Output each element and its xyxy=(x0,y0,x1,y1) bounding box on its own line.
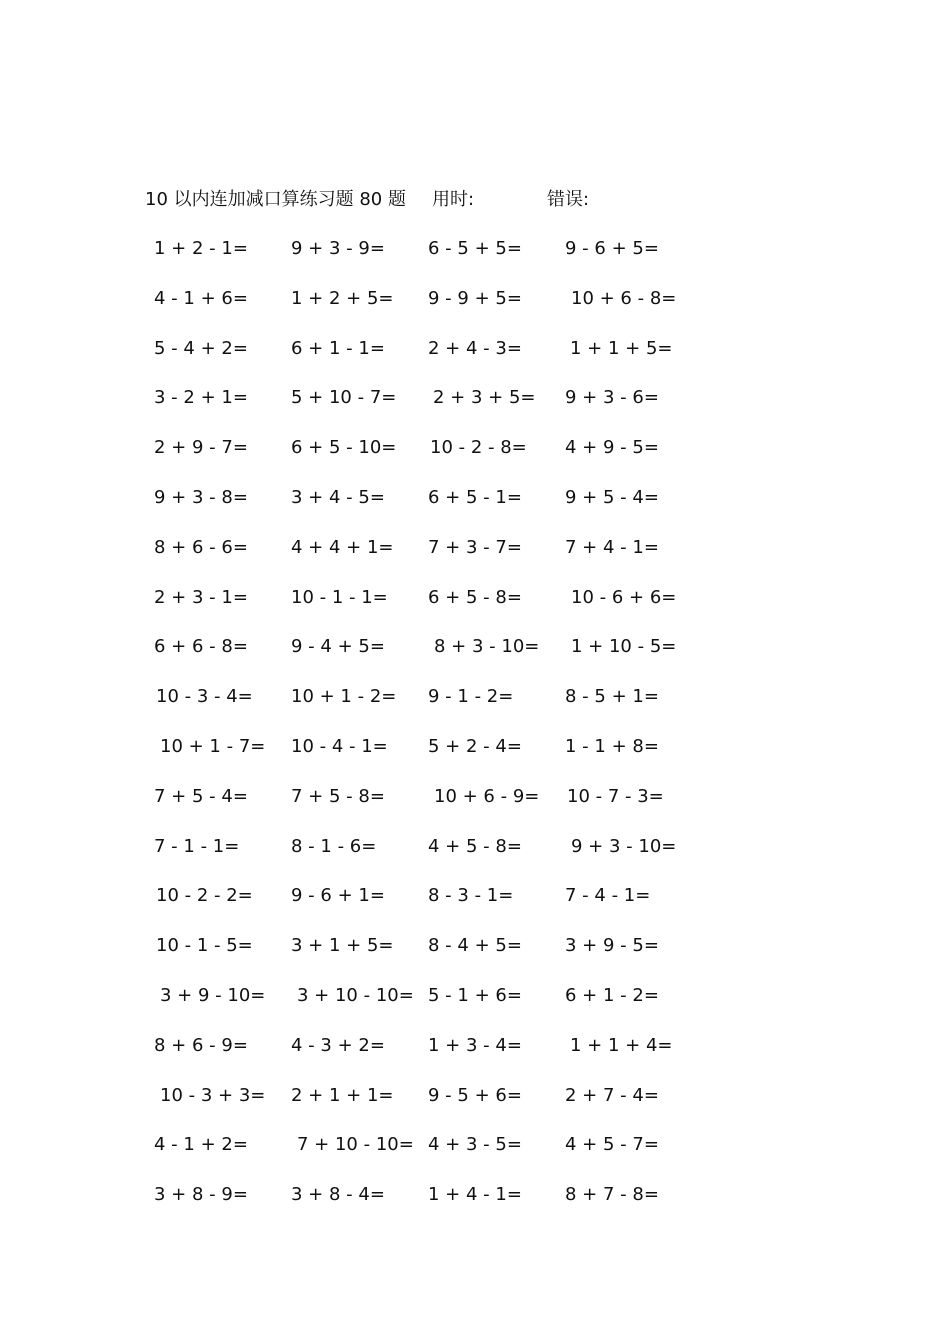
math-problem: 9 - 9 + 5= xyxy=(428,287,522,309)
math-problem: 10 - 1 - 1= xyxy=(291,586,388,608)
math-problem: 8 - 1 - 6= xyxy=(291,835,377,857)
problem-row xyxy=(0,232,950,282)
math-problem: 8 - 4 + 5= xyxy=(428,935,522,957)
math-problem: 1 + 10 - 5= xyxy=(571,636,677,658)
math-problem: 10 + 6 - 8= xyxy=(571,287,677,309)
math-problem: 10 + 1 - 2= xyxy=(291,686,397,708)
math-problem: 10 - 1 - 5= xyxy=(156,935,253,957)
problem-row xyxy=(0,879,950,929)
problem-row xyxy=(0,1128,950,1178)
math-problem: 10 + 6 - 9= xyxy=(434,785,540,807)
math-problem: 7 + 5 - 4= xyxy=(154,785,248,807)
math-problem: 2 + 1 + 1= xyxy=(291,1084,394,1106)
math-problem: 6 - 5 + 5= xyxy=(428,238,522,259)
math-problem: 4 - 1 + 6= xyxy=(154,287,248,309)
math-problem: 2 + 3 + 5= xyxy=(433,387,536,409)
math-problem: 9 + 3 - 10= xyxy=(571,835,677,857)
problem-row xyxy=(0,531,950,581)
math-problem: 4 - 1 + 2= xyxy=(154,1134,248,1156)
math-problem: 9 - 1 - 2= xyxy=(428,686,514,708)
math-problem: 8 + 7 - 8= xyxy=(565,1184,659,1206)
math-problem: 3 + 8 - 4= xyxy=(291,1184,385,1206)
math-problem: 7 + 4 - 1= xyxy=(565,536,659,558)
math-problem: 9 + 3 - 8= xyxy=(154,486,248,508)
math-problem: 1 + 2 - 1= xyxy=(154,238,248,259)
math-problem: 9 + 5 - 4= xyxy=(565,486,659,508)
math-problem: 10 - 3 + 3= xyxy=(160,1084,266,1106)
math-problem: 5 - 4 + 2= xyxy=(154,337,248,359)
math-problem: 9 + 3 - 9= xyxy=(291,238,385,259)
math-problem: 8 - 3 - 1= xyxy=(428,885,514,907)
math-problem: 5 + 2 - 4= xyxy=(428,735,522,757)
math-problem: 3 + 8 - 9= xyxy=(154,1184,248,1206)
problem-grid xyxy=(0,232,950,1228)
worksheet-title: 10 以内连加减口算练习题 80 题 xyxy=(145,189,406,210)
math-problem: 10 - 2 - 8= xyxy=(430,437,527,459)
problem-row xyxy=(0,830,950,880)
math-problem: 10 - 7 - 3= xyxy=(567,785,664,807)
math-problem: 6 + 5 - 10= xyxy=(291,437,397,459)
problem-row xyxy=(0,481,950,531)
math-problem: 3 + 9 - 10= xyxy=(160,984,266,1006)
problem-row xyxy=(0,581,950,631)
math-problem: 2 + 4 - 3= xyxy=(428,337,522,359)
worksheet-header xyxy=(0,186,950,214)
math-problem: 9 + 3 - 6= xyxy=(565,387,659,409)
math-problem: 4 + 9 - 5= xyxy=(565,437,659,459)
math-problem: 1 + 2 + 5= xyxy=(291,287,394,309)
problem-row xyxy=(0,680,950,730)
math-problem: 6 + 5 - 8= xyxy=(428,586,522,608)
math-problem: 3 + 1 + 5= xyxy=(291,935,394,957)
math-problem: 4 - 3 + 2= xyxy=(291,1034,385,1056)
problem-row xyxy=(0,780,950,830)
math-problem: 1 - 1 + 8= xyxy=(565,735,659,757)
problem-row xyxy=(0,929,950,979)
math-problem: 4 + 3 - 5= xyxy=(428,1134,522,1156)
math-problem: 10 - 4 - 1= xyxy=(291,735,388,757)
math-problem: 7 + 3 - 7= xyxy=(428,536,522,558)
problem-row xyxy=(0,1079,950,1129)
problem-row xyxy=(0,431,950,481)
math-problem: 10 - 2 - 2= xyxy=(156,885,253,907)
math-problem: 1 + 1 + 5= xyxy=(570,337,673,359)
problem-row xyxy=(0,332,950,382)
math-problem: 8 + 3 - 10= xyxy=(434,636,540,658)
problem-row xyxy=(0,1029,950,1079)
math-problem: 8 - 5 + 1= xyxy=(565,686,659,708)
math-problem: 3 + 10 - 10= xyxy=(297,984,414,1006)
math-problem: 7 - 4 - 1= xyxy=(565,885,651,907)
math-problem: 8 + 6 - 6= xyxy=(154,536,248,558)
problem-row xyxy=(0,630,950,680)
error-count-label: 错误: xyxy=(547,189,590,210)
problem-row xyxy=(0,381,950,431)
problem-row xyxy=(0,282,950,332)
math-problem: 5 + 10 - 7= xyxy=(291,387,397,409)
math-problem: 9 - 6 + 1= xyxy=(291,885,385,907)
math-problem: 9 - 6 + 5= xyxy=(565,238,659,259)
math-problem: 10 + 1 - 7= xyxy=(160,735,266,757)
math-problem: 1 + 4 - 1= xyxy=(428,1184,522,1206)
math-problem: 6 + 1 - 1= xyxy=(291,337,385,359)
math-problem: 2 + 9 - 7= xyxy=(154,437,248,459)
math-problem: 10 - 6 + 6= xyxy=(571,586,677,608)
math-problem: 2 + 3 - 1= xyxy=(154,586,248,608)
math-problem: 7 - 1 - 1= xyxy=(154,835,240,857)
math-problem: 4 + 5 - 8= xyxy=(428,835,522,857)
time-used-label: 用时: xyxy=(432,189,475,210)
math-problem: 6 + 5 - 1= xyxy=(428,486,522,508)
math-problem: 7 + 10 - 10= xyxy=(297,1134,414,1156)
math-problem: 6 + 1 - 2= xyxy=(565,984,659,1006)
problem-row xyxy=(0,730,950,780)
math-problem: 3 + 9 - 5= xyxy=(565,935,659,957)
math-problem: 5 - 1 + 6= xyxy=(428,984,522,1006)
math-problem: 4 + 4 + 1= xyxy=(291,536,394,558)
math-problem: 8 + 6 - 9= xyxy=(154,1034,248,1056)
math-problem: 9 - 5 + 6= xyxy=(428,1084,522,1106)
math-problem: 2 + 7 - 4= xyxy=(565,1084,659,1106)
math-problem: 6 + 6 - 8= xyxy=(154,636,248,658)
problem-row xyxy=(0,1178,950,1228)
math-problem: 1 + 3 - 4= xyxy=(428,1034,522,1056)
math-problem: 10 - 3 - 4= xyxy=(156,686,253,708)
math-problem: 9 - 4 + 5= xyxy=(291,636,385,658)
math-problem: 3 + 4 - 5= xyxy=(291,486,385,508)
math-problem: 7 + 5 - 8= xyxy=(291,785,385,807)
math-problem: 4 + 5 - 7= xyxy=(565,1134,659,1156)
math-problem: 1 + 1 + 4= xyxy=(570,1034,673,1056)
problem-row xyxy=(0,979,950,1029)
math-problem: 3 - 2 + 1= xyxy=(154,387,248,409)
